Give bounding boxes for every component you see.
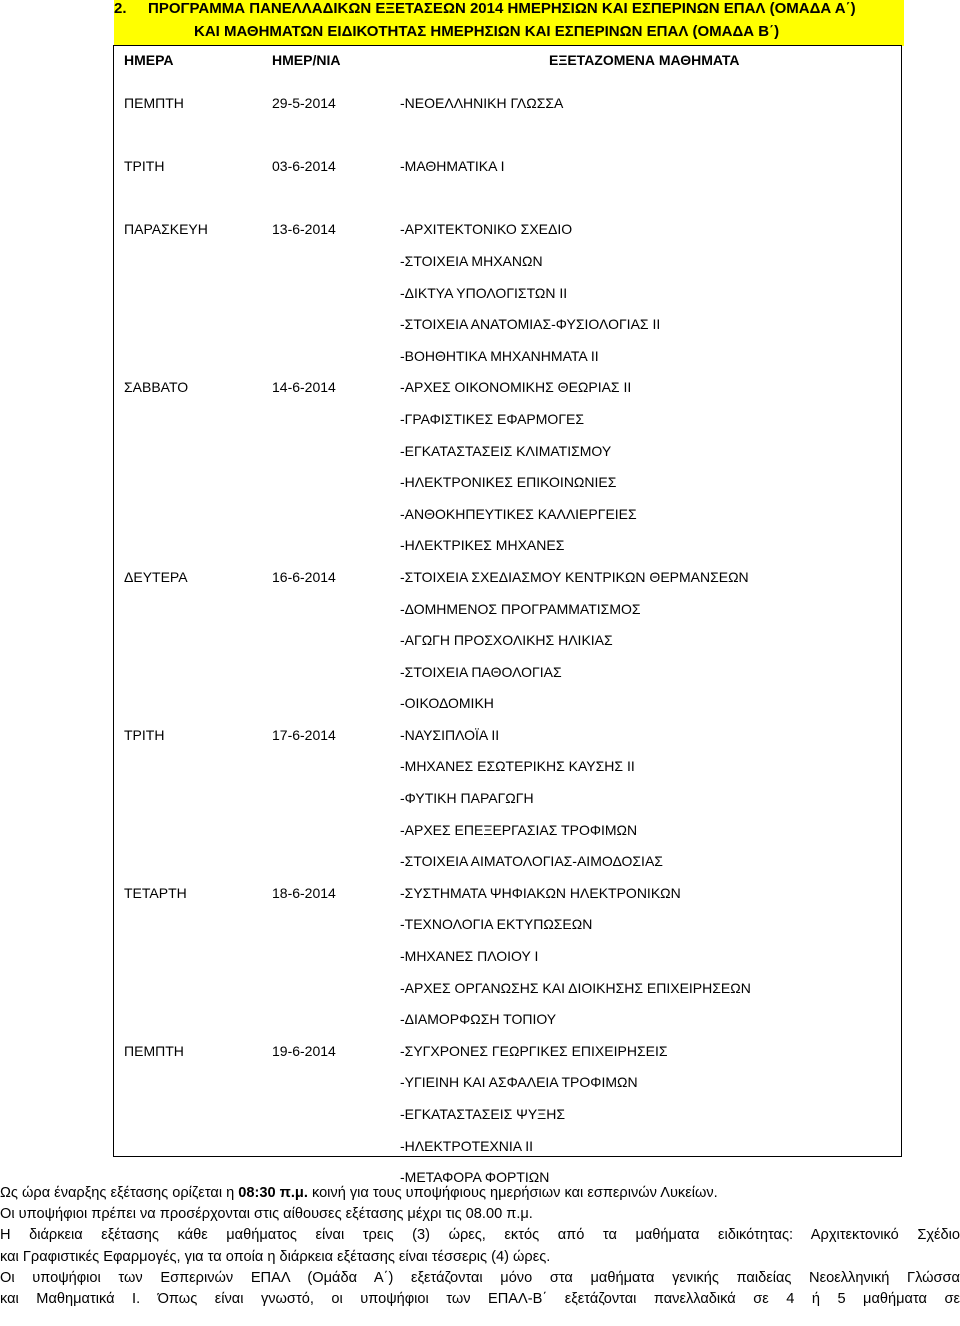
row-subject: -ΟΙΚΟΔΟΜΙΚΗ xyxy=(400,695,494,712)
table-row xyxy=(114,404,901,436)
table-row xyxy=(114,120,901,152)
header-subjects: ΕΞΕΤΑΖΟΜΕΝΑ ΜΑΘΗΜΑΤΑ xyxy=(549,52,740,68)
table-row xyxy=(114,341,901,373)
header-day: ΗΜΕΡΑ xyxy=(124,52,174,68)
table-row xyxy=(114,1004,901,1036)
row-date: 16-6-2014 xyxy=(272,568,336,585)
row-subject: -ΣΤΟΙΧΕΙΑ ΣΧΕΔΙΑΣΜΟΥ ΚΕΝΤΡΙΚΩΝ ΘΕΡΜΑΝΣΕΩΝ xyxy=(400,568,749,585)
table-row xyxy=(114,372,901,404)
row-subject: -ΤΕΧΝΟΛΟΓΙΑ ΕΚΤΥΠΩΣΕΩΝ xyxy=(400,916,593,933)
table-row xyxy=(114,625,901,657)
row-date: 14-6-2014 xyxy=(272,379,336,396)
row-subject: -ΜΑΘΗΜΑΤΙΚΑ Ι xyxy=(400,158,505,175)
row-date: 03-6-2014 xyxy=(272,158,336,175)
table-row xyxy=(114,530,901,562)
table-row xyxy=(114,151,901,183)
row-subject: -ΗΛΕΚΤΡΟΤΕΧΝΙΑ ΙΙ xyxy=(400,1137,534,1154)
row-day: ΔΕΥΤΕΡΑ xyxy=(124,568,188,585)
note-start-time-bold: 08:30 π.μ. xyxy=(238,1185,308,1201)
row-subject: -ΥΓΙΕΙΝΗ ΚΑΙ ΑΣΦΑΛΕΙΑ ΤΡΟΦΙΜΩΝ xyxy=(400,1074,638,1091)
table-row xyxy=(114,657,901,689)
row-subject: -ΜΗΧΑΝΕΣ ΕΣΩΤΕΡΙΚΗΣ ΚΑΥΣΗΣ ΙΙ xyxy=(400,758,635,775)
note-start-time xyxy=(0,1183,960,1204)
row-subject: -ΣΤΟΙΧΕΙΑ ΜΗΧΑΝΩΝ xyxy=(400,252,543,269)
row-date: 29-5-2014 xyxy=(272,95,336,111)
row-subject: -ΗΛΕΚΤΡΟΝΙΚΕΣ ΕΠΙΚΟΙΝΩΝΙΕΣ xyxy=(400,474,617,491)
table-row xyxy=(114,499,901,531)
table-row xyxy=(114,246,901,278)
note-start-time-post: κοινή για τους υποψήφιους ημερήσιων και εσπερινών Λυκείων. xyxy=(307,1185,718,1201)
table-row xyxy=(114,688,901,720)
table-row xyxy=(114,88,901,120)
title-line-2: ΚΑΙ ΜΑΘΗΜΑΤΩΝ ΕΙΔΙΚΟΤΗΤΑΣ ΗΜΕΡΗΣΙΩΝ ΚΑΙ ΕΣΠΕΡΙΝΩΝ ΕΠΑΛ (ΟΜΑΔΑ Β΄) xyxy=(194,23,780,40)
note-duration-1: Η διάρκεια εξέτασης κάθε μαθήματος είναι τρεις (3) ώρες, εκτός από τα μαθήματα ειδικότητας: Αρχιτεκτονικό Σχέδιο xyxy=(0,1227,960,1244)
exam-schedule-table xyxy=(113,45,902,1186)
table-row xyxy=(114,973,901,1005)
table-row xyxy=(114,467,901,499)
table-row xyxy=(114,278,901,310)
row-day: ΣΑΒΒΑΤΟ xyxy=(124,379,189,396)
note-arrival: Οι υποψήφιοι πρέπει να προσέρχονται στις αίθουσες εξέτασης μέχρι τις 08.00 π.μ. xyxy=(0,1206,533,1223)
row-subject: -ΜΕΤΑΦΟΡΑ ΦΟΡΤΙΩΝ xyxy=(400,1169,550,1186)
row-subject: -ΔΙΚΤΥΑ ΥΠΟΛΟΓΙΣΤΩΝ ΙΙ xyxy=(400,284,568,301)
table-row xyxy=(114,815,901,847)
table-row xyxy=(114,594,901,626)
row-subject: -ΦΥΤΙΚΗ ΠΑΡΑΓΩΓΗ xyxy=(400,790,534,807)
row-subject: -ΑΡΧΙΤΕΚΤΟΝΙΚΟ ΣΧΕΔΙΟ xyxy=(400,221,573,238)
note-duration-2: και Γραφιστικές Εφαρμογές, για τα οποία η διάρκεια εξέτασης είναι τέσσερις (4) ώρες. xyxy=(0,1248,551,1265)
table-row xyxy=(114,183,901,215)
row-subject: -ΑΓΩΓΗ ΠΡΟΣΧΟΛΙΚΗΣ ΗΛΙΚΙΑΣ xyxy=(400,632,613,649)
row-day: ΤΡΙΤΗ xyxy=(124,158,165,175)
table-row xyxy=(114,783,901,815)
row-day: ΤΡΙΤΗ xyxy=(124,726,165,743)
table-row xyxy=(114,751,901,783)
table-row xyxy=(114,309,901,341)
row-subject: -ΑΡΧΕΣ ΕΠΕΞΕΡΓΑΣΙΑΣ ΤΡΟΦΙΜΩΝ xyxy=(400,821,638,838)
row-subject: -ΝΕΟΕΛΛΗΝΙΚΗ ΓΛΩΣΣΑ xyxy=(400,95,564,111)
row-day: ΠΑΡΑΣΚΕΥΗ xyxy=(124,221,208,238)
row-date: 17-6-2014 xyxy=(272,726,336,743)
row-subject: -ΕΓΚΑΤΑΣΤΑΣΕΙΣ ΚΛΙΜΑΤΙΣΜΟΥ xyxy=(400,442,612,459)
row-subject: -ΑΡΧΕΣ ΟΡΓΑΝΩΣΗΣ ΚΑΙ ΔΙΟΙΚΗΣΗΣ ΕΠΙΧΕΙΡΗΣΕΩΝ xyxy=(400,979,751,996)
row-subject: -ΔΙΑΜΟΡΦΩΣΗ ΤΟΠΙΟΥ xyxy=(400,1011,557,1028)
notes-section xyxy=(0,1183,960,1310)
row-subject: -ΣΥΣΤΗΜΑΤΑ ΨΗΦΙΑΚΩΝ ΗΛΕΚΤΡΟΝΙΚΩΝ xyxy=(400,884,681,901)
document-title xyxy=(114,0,904,46)
row-subject: -ΣΤΟΙΧΕΙΑ ΑΝΑΤΟΜΙΑΣ-ΦΥΣΙΟΛΟΓΙΑΣ ΙΙ xyxy=(400,316,661,333)
row-date: 13-6-2014 xyxy=(272,221,336,238)
table-body xyxy=(114,88,901,1194)
row-subject: -ΜΗΧΑΝΕΣ ΠΛΟΙΟΥ Ι xyxy=(400,948,539,965)
table-header xyxy=(114,46,901,74)
table-row xyxy=(114,909,901,941)
row-subject: -ΣΤΟΙΧΕΙΑ ΑΙΜΑΤΟΛΟΓΙΑΣ-ΑΙΜΟΔΟΣΙΑΣ xyxy=(400,853,663,870)
table-row xyxy=(114,1099,901,1131)
row-day: ΠΕΜΠΤΗ xyxy=(124,95,184,111)
note-evening-2: και Μαθηματικά Ι. Όπως είναι γνωστό, οι υποψήφιοι των ΕΠΑΛ-Β΄ εξετάζονται πανελλαδικά σε 4 ή 5 μαθήματα σε xyxy=(0,1291,960,1308)
row-subject: -ΣΤΟΙΧΕΙΑ ΠΑΘΟΛΟΓΙΑΣ xyxy=(400,663,562,680)
table-row xyxy=(114,878,901,910)
header-date: ΗΜΕΡ/ΝΙΑ xyxy=(272,52,341,68)
row-subject: -ΕΓΚΑΤΑΣΤΑΣΕΙΣ ΨΥΞΗΣ xyxy=(400,1106,566,1122)
title-text-1: ΠΡΟΓΡΑΜΜΑ ΠΑΝΕΛΛΑΔΙΚΩΝ ΕΞΕΤΑΣΕΩΝ 2014 ΗΜΕΡΗΣΙΩΝ ΚΑΙ ΕΣΠΕΡΙΝΩΝ ΕΠΑΛ (ΟΜΑΔΑ Α΄) xyxy=(148,0,856,17)
table-row xyxy=(114,214,901,246)
table-row xyxy=(114,846,901,878)
table-row xyxy=(114,562,901,594)
row-day: ΤΕΤΑΡΤΗ xyxy=(124,884,187,901)
table-row xyxy=(114,1036,901,1068)
row-subject: -ΑΡΧΕΣ ΟΙΚΟΝΟΜΙΚΗΣ ΘΕΩΡΙΑΣ ΙΙ xyxy=(400,379,632,396)
table-row xyxy=(114,1067,901,1099)
row-day: ΠΕΜΠΤΗ xyxy=(124,1042,184,1059)
row-subject: -ΝΑΥΣΙΠΛΟΪΑ ΙΙ xyxy=(400,726,500,743)
row-subject: -ΒΟΗΘΗΤΙΚΑ ΜΗΧΑΝΗΜΑΤΑ ΙΙ xyxy=(400,347,599,364)
table-row xyxy=(114,720,901,752)
table-row xyxy=(114,436,901,468)
row-subject: -ΑΝΘΟΚΗΠΕΥΤΙΚΕΣ ΚΑΛΛΙΕΡΓΕΙΕΣ xyxy=(400,505,637,522)
table-row xyxy=(114,941,901,973)
row-date: 18-6-2014 xyxy=(272,884,336,901)
row-subject: -ΗΛΕΚΤΡΙΚΕΣ ΜΗΧΑΝΕΣ xyxy=(400,537,565,554)
row-subject: -ΣΥΓΧΡΟΝΕΣ ΓΕΩΡΓΙΚΕΣ ΕΠΙΧΕΙΡΗΣΕΙΣ xyxy=(400,1042,668,1059)
note-start-time-pre: Ως ώρα έναρξης εξέτασης ορίζεται η xyxy=(0,1185,239,1201)
row-date: 19-6-2014 xyxy=(272,1042,336,1059)
row-subject: -ΓΡΑΦΙΣΤΙΚΕΣ ΕΦΑΡΜΟΓΕΣ xyxy=(400,410,585,427)
note-evening-1: Οι υποψήφιοι των Εσπερινών ΕΠΑΛ (Ομάδα Α΄) εξετάζονται μόνο στα μαθήματα γενικής παιδείας Νεοελληνική Γλώσσα xyxy=(0,1269,960,1286)
section-number: 2. xyxy=(114,0,127,17)
table-row xyxy=(114,1131,901,1163)
row-subject: -ΔΟΜΗΜΕΝΟΣ ΠΡΟΓΡΑΜΜΑΤΙΣΜΟΣ xyxy=(400,600,641,617)
